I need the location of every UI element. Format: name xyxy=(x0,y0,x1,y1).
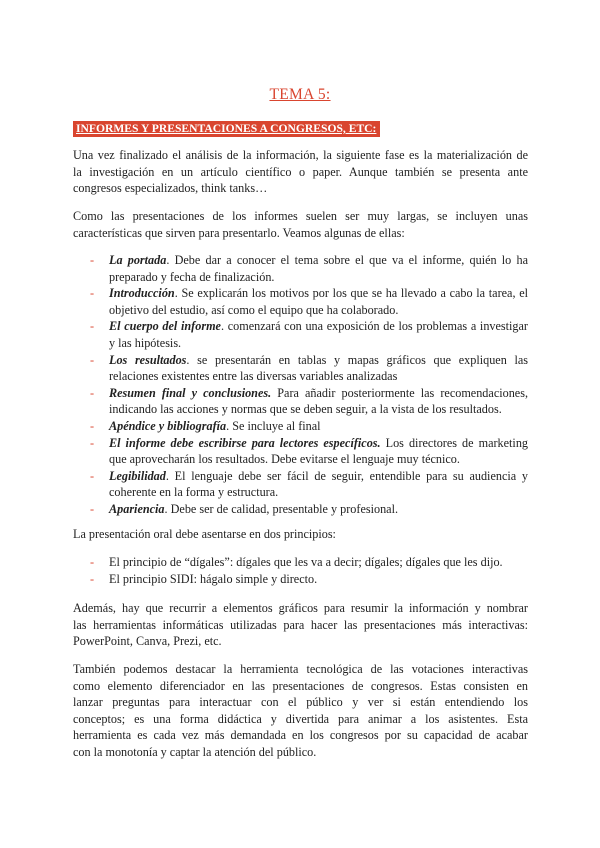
item-text: . Se explicarán los motivos por los que se ha llevado a cabo la tarea, el objetivo del estudio, así como el equipo que ha colaborado. xyxy=(109,286,528,317)
item-term: El informe debe escribirse para lectores específicos. xyxy=(109,435,381,450)
dash-bullet: - xyxy=(90,253,95,267)
list-item xyxy=(73,571,528,588)
graphics-line: Además, hay que recurrir a elementos gráficos para resumir la información y nombrar xyxy=(73,601,528,615)
dash-bullet: - xyxy=(90,435,95,450)
voting-line: lanzar preguntas para interactuar con el público y ver si están entendiendo los xyxy=(73,695,528,710)
dash-bullet: - xyxy=(90,319,95,334)
list-item xyxy=(73,468,528,501)
list-item xyxy=(73,501,528,518)
voting-line: conceptos; es una forma didáctica y divertida para animar a los asistentes. Esta xyxy=(73,711,528,726)
list-item xyxy=(73,385,528,418)
characteristics-intro-line: Como las presentaciones de los informes suelen ser muy largas, se incluyen unas xyxy=(73,209,528,223)
graphics-paragraph xyxy=(73,600,528,650)
list-item xyxy=(73,554,528,571)
characteristics-list xyxy=(73,252,528,518)
page-title: TEMA 5: xyxy=(269,86,331,103)
item-text: . comenzará con una exposición de los problemas a investigar y las hipótesis. xyxy=(109,319,528,350)
item-text: . se presentarán en tablas y mapas gráficos que expliquen las relaciones existentes entre las diversas variables analizadas xyxy=(109,352,528,384)
dash-bullet: - xyxy=(90,418,95,433)
list-item xyxy=(73,318,528,351)
dash-bullet: - xyxy=(90,468,95,483)
dash-bullet: - xyxy=(90,501,95,516)
item-text: . Debe ser de calidad, presentable y profesional. xyxy=(164,501,399,516)
item-term: Introducción xyxy=(109,286,175,301)
intro-line: congresos especializados, think tanks… xyxy=(73,181,268,196)
item-text: Para añadir posteriormente las recomendaciones, indicando las acciones y normas que se deben seguir, a la vista de los resultados. xyxy=(109,385,528,417)
item-term: La portada xyxy=(109,253,167,267)
list-item xyxy=(73,435,528,468)
oral-intro-paragraph: La presentación oral debe asentarse en dos principios: xyxy=(73,527,336,541)
list-item xyxy=(73,285,528,318)
intro-line: la investigación en un artículo científico o paper. Aunque también se presenta ante xyxy=(73,164,528,179)
dash-bullet: - xyxy=(90,555,95,569)
principles-list xyxy=(73,554,528,587)
dash-bullet: - xyxy=(90,571,95,586)
intro-paragraph xyxy=(73,147,528,197)
item-term: Apéndice y bibliografía xyxy=(109,418,227,433)
item-term: El cuerpo del informe xyxy=(109,319,221,334)
list-item xyxy=(73,418,528,435)
voting-line: como elemento diferenciador en las presentaciones de congresos. Estas consisten en xyxy=(73,678,528,693)
item-term: Resumen final y conclusiones. xyxy=(109,385,272,400)
graphics-line: PowerPoint, Canva, Prezi, etc. xyxy=(73,634,222,649)
item-text: El principio SIDI: hágalo simple y directo. xyxy=(109,571,318,586)
voting-line: con la monotonía y captar la atención del público. xyxy=(73,744,317,759)
item-term: Legibilidad xyxy=(109,468,166,483)
section-heading: INFORMES Y PRESENTACIONES A CONGRESOS, ETC: xyxy=(73,121,380,137)
dash-bullet: - xyxy=(90,352,95,367)
list-item xyxy=(73,252,528,285)
characteristics-intro-paragraph xyxy=(73,208,528,241)
list-item xyxy=(73,352,528,385)
graphics-line: las herramientas informáticas utilizadas para hacer las presentaciones más interactivas: xyxy=(73,617,528,632)
item-text: El principio de “dígales”: dígales que les va a decir; dígales; dígales que les dijo. xyxy=(109,555,503,569)
voting-paragraph xyxy=(73,661,528,761)
voting-line: También podemos destacar la herramienta tecnológica de las votaciones interactivas xyxy=(73,662,528,676)
dash-bullet: - xyxy=(90,385,95,400)
item-text: . Se incluye al final xyxy=(226,418,321,433)
voting-line: herramienta es cada vez más demandada en los congresos por su capacidad de acabar xyxy=(73,728,528,743)
item-term: Los resultados xyxy=(109,352,187,367)
characteristics-intro-line: características que sirven para presentarlo. Veamos algunas de ellas: xyxy=(73,225,405,240)
item-text: . El lenguaje debe ser fácil de seguir, entendible para su audiencia y coherente en la forma y estructura. xyxy=(109,468,528,500)
intro-line: Una vez finalizado el análisis de la información, la siguiente fase es la materialización de xyxy=(73,148,528,162)
item-text: . Debe dar a conocer el tema sobre el que va el informe, quién lo ha preparado y fecha de finalización. xyxy=(109,253,528,284)
dash-bullet: - xyxy=(90,286,95,301)
item-text: Los directores de marketing que aprovecharán los resultados. Debe evitarse el lenguaje muy técnico. xyxy=(109,435,529,467)
item-term: Apariencia xyxy=(109,501,165,516)
